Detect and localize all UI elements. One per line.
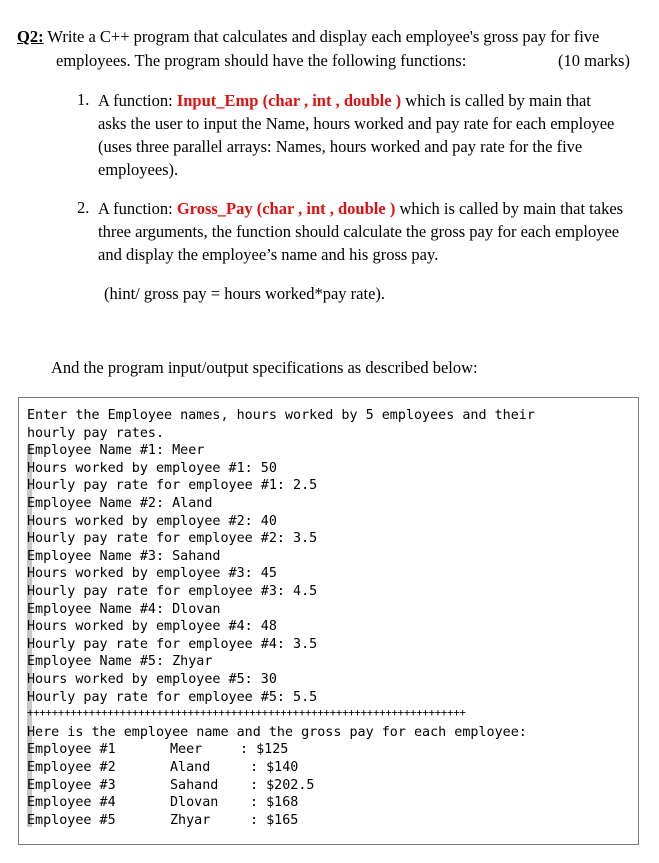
console-line: Hours worked by employee #3: 45 <box>27 566 277 582</box>
console-line: hourly pay rates. <box>27 425 165 441</box>
result-pay: : $165 <box>250 812 299 828</box>
item-1-line-1 <box>98 90 591 112</box>
item-1-function: Input_Emp (char , int , double ) <box>176 91 402 110</box>
question-text-2: employees. The program should have the following functions: <box>56 51 467 70</box>
console-line: +++++++++++++++++++++++++++++++++++++++++++++++++++++++++++++++++++++++ <box>27 707 466 720</box>
console-line: Hourly pay rate for employee #1: 2.5 <box>27 478 318 494</box>
result-pay: : $202.5 <box>250 777 315 793</box>
result-name: Dlovan <box>170 795 219 811</box>
console-line: Hours worked by employee #1: 50 <box>27 460 277 476</box>
result-pay: : $125 <box>240 742 289 758</box>
console-line: Employee Name #5: Zhyar <box>27 654 213 670</box>
item-2-function: Gross_Pay (char , int , double ) <box>176 199 396 218</box>
item-2-line-2: three arguments, the function should calculate the gross pay for each employee <box>98 222 620 241</box>
result-label: Employee #4 <box>27 795 116 811</box>
result-name: Meer <box>170 742 203 758</box>
console-line: Hours worked by employee #2: 40 <box>27 513 277 529</box>
spec-intro: And the program input/output specifications as described below: <box>51 358 478 377</box>
console-line: Employee Name #1: Meer <box>27 443 205 459</box>
item-1-prefix: A function: <box>98 91 177 110</box>
item-1-line-4: employees). <box>98 160 179 179</box>
item-1-number: 1. <box>77 90 90 109</box>
question-text-1: Write a C++ program that calculates and display each employee's gross pay for five <box>43 27 600 46</box>
console-line: Employee Name #2: Aland <box>27 496 213 511</box>
result-label: Employee #2 <box>27 760 116 775</box>
console-line: Hourly pay rate for employee #5: 5.5 <box>27 689 318 705</box>
console-line: Employee Name #3: Sahand <box>27 548 221 564</box>
console-line: Here is the employee name and the gross pay for each employee: <box>27 724 527 740</box>
question-line-1 <box>17 27 599 47</box>
item-2-line-1-rest: which is called by main that takes <box>395 199 624 218</box>
item-1-line-3: (uses three parallel arrays: Names, hours worked and pay rate for the five <box>98 137 583 156</box>
console-line: Hours worked by employee #5: 30 <box>27 672 277 687</box>
console-line: Hours worked by employee #4: 48 <box>27 619 277 635</box>
item-1-line-1-rest: which is called by main that <box>401 91 591 110</box>
hint-text: (hint/ gross pay = hours worked*pay rate). <box>104 284 386 303</box>
result-name: Sahand <box>170 777 219 793</box>
item-1-line-2: asks the user to input the Name, hours worked and pay rate for each employee <box>98 114 615 133</box>
console-line: Hourly pay rate for employee #2: 3.5 <box>27 531 318 547</box>
result-name: Aland <box>170 760 211 775</box>
result-label: Employee #1 <box>27 742 116 758</box>
item-2-line-3: and display the employee’s name and his gross pay. <box>98 245 439 264</box>
item-2-line-1 <box>98 198 623 220</box>
console-line: Employee Name #4: Dlovan <box>27 601 221 617</box>
console-line: Hourly pay rate for employee #4: 3.5 <box>27 636 318 652</box>
item-2-number: 2. <box>77 198 90 217</box>
result-pay: : $140 <box>250 760 299 775</box>
result-label: Employee #5 <box>27 812 116 828</box>
result-label: Employee #3 <box>27 777 116 793</box>
item-2-prefix: A function: <box>98 199 177 218</box>
result-pay: : $168 <box>250 795 299 811</box>
result-name: Zhyar <box>170 812 211 828</box>
question-number: Q2: <box>17 27 44 46</box>
console-line: Hourly pay rate for employee #3: 4.5 <box>27 584 318 599</box>
console-line: Enter the Employee names, hours worked by 5 employees and their <box>27 408 535 423</box>
question-marks: (10 marks) <box>558 51 630 70</box>
